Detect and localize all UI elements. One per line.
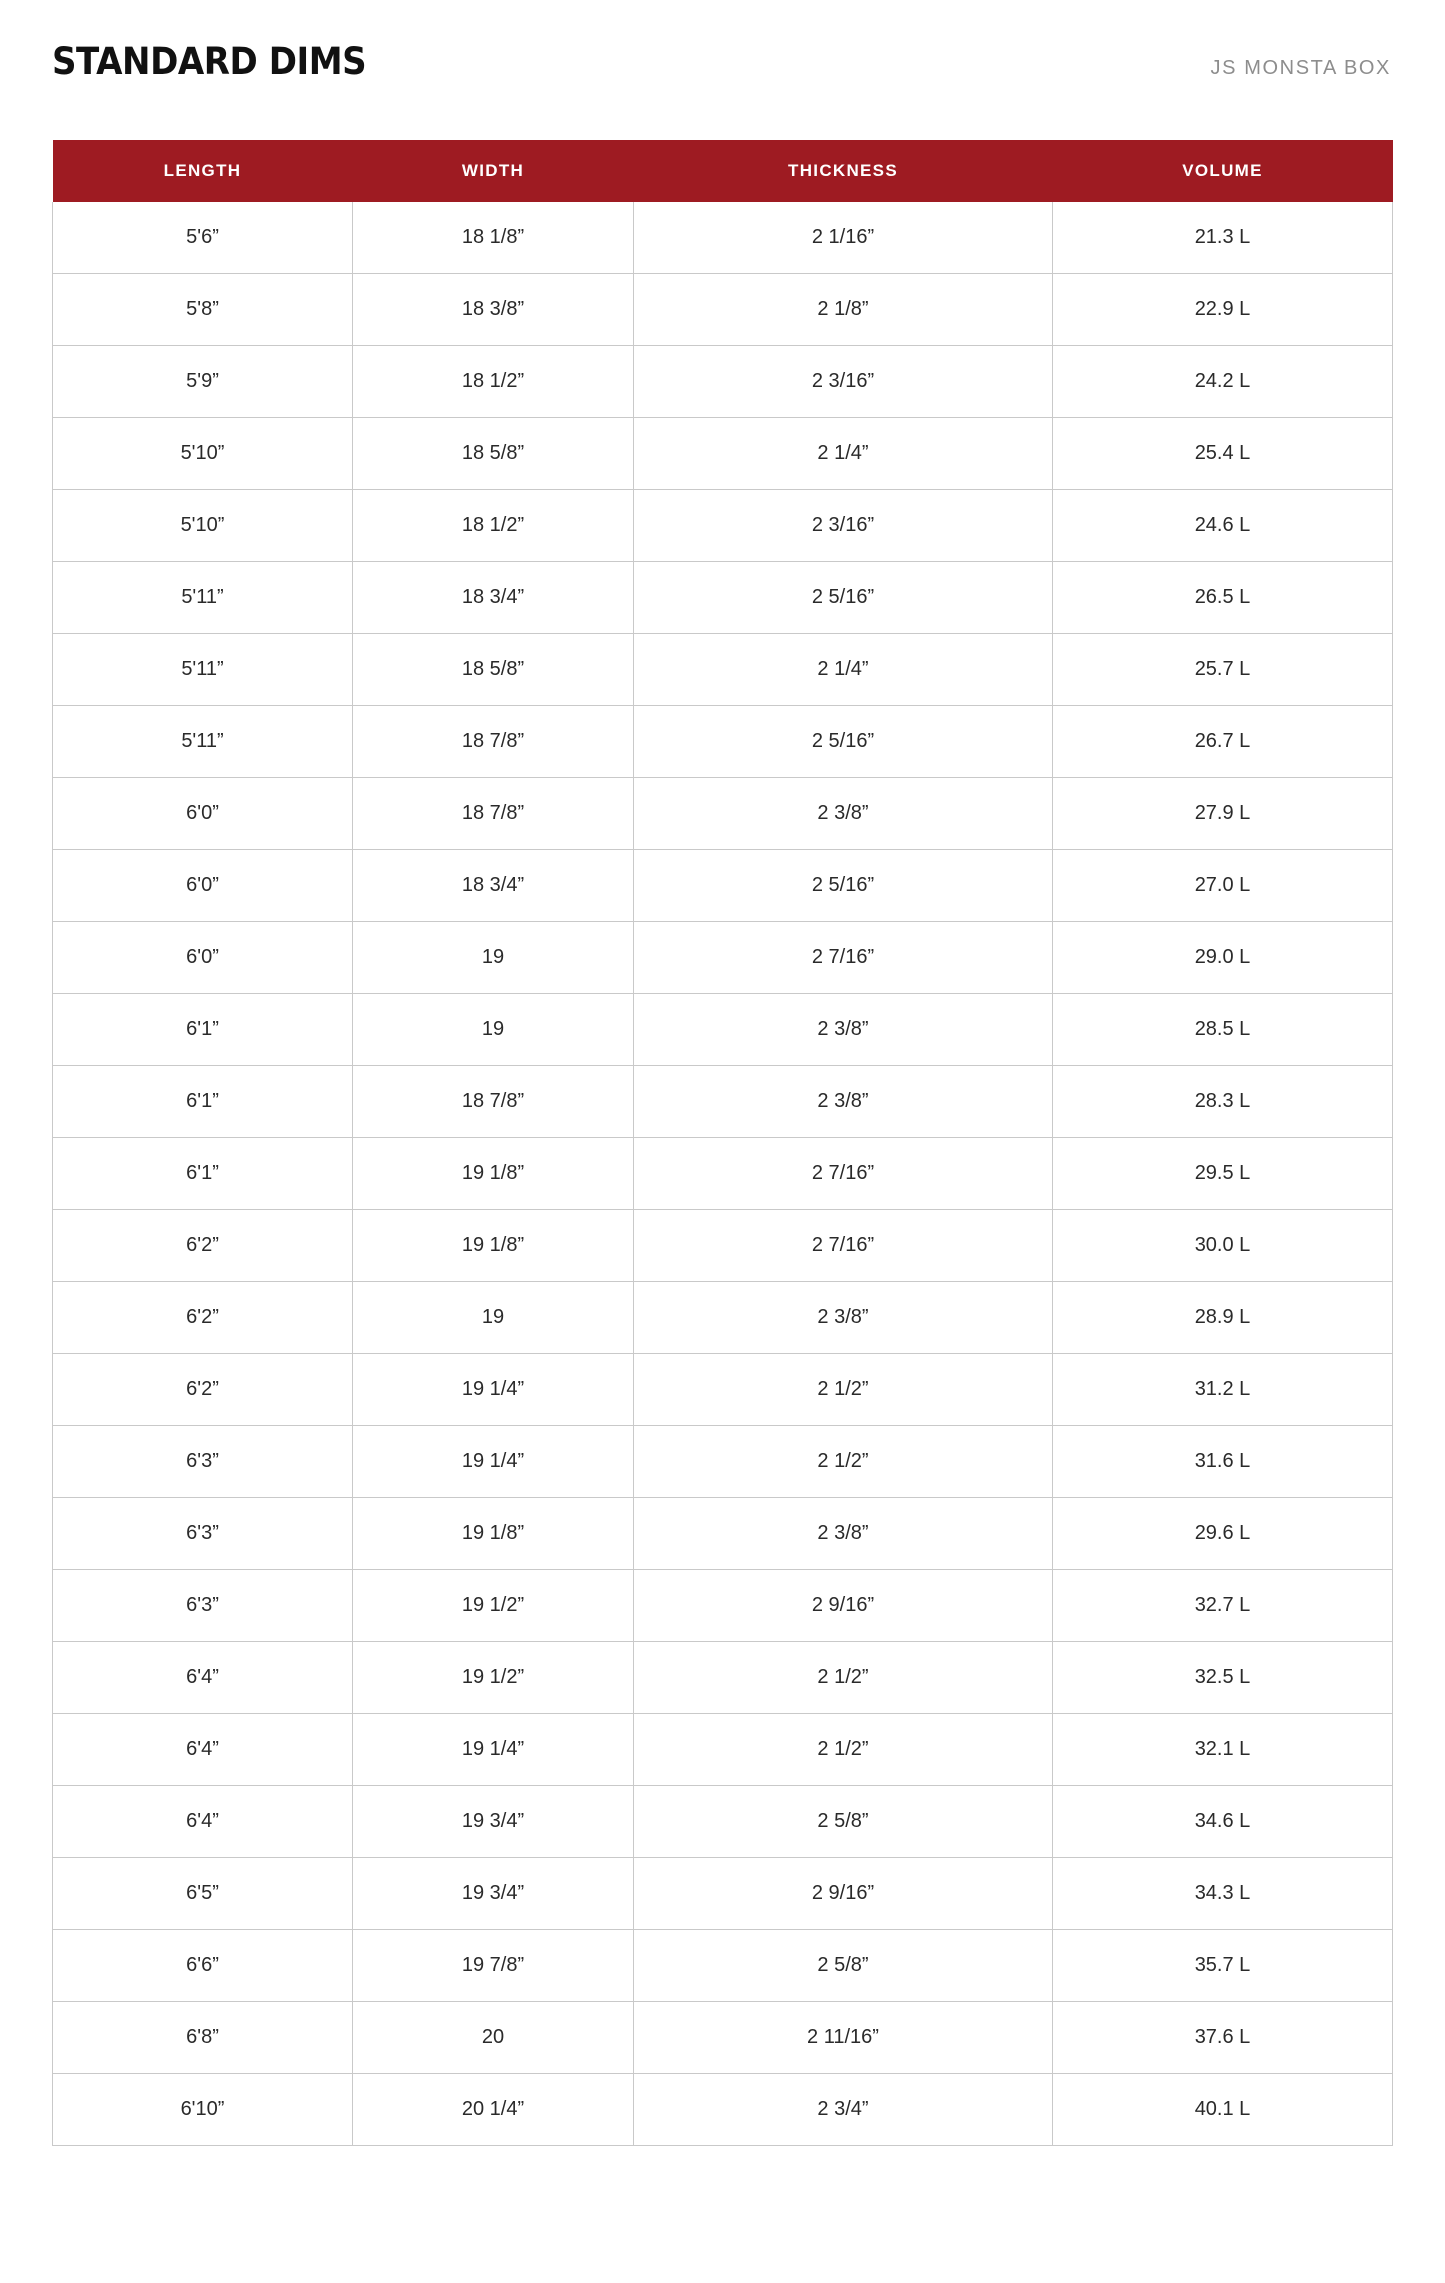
table-row bbox=[53, 1570, 1393, 1642]
table-row bbox=[53, 706, 1393, 778]
table-cell: 18 3/4” bbox=[353, 850, 634, 922]
table-cell: 6'8” bbox=[53, 2002, 353, 2074]
table-cell: 6'5” bbox=[53, 1858, 353, 1930]
table-row bbox=[53, 1426, 1393, 1498]
table-cell: 25.7 L bbox=[1053, 634, 1393, 706]
table-cell: 6'6” bbox=[53, 1930, 353, 2002]
table-cell: 2 1/2” bbox=[634, 1642, 1053, 1714]
table-cell: 6'4” bbox=[53, 1786, 353, 1858]
table-cell: 2 1/2” bbox=[634, 1714, 1053, 1786]
table-cell: 19 bbox=[353, 994, 634, 1066]
table-row bbox=[53, 2002, 1393, 2074]
table-cell: 20 1/4” bbox=[353, 2074, 634, 2146]
table-cell: 19 7/8” bbox=[353, 1930, 634, 2002]
table-cell: 2 3/16” bbox=[634, 490, 1053, 562]
table-cell: 6'2” bbox=[53, 1210, 353, 1282]
table-cell: 6'3” bbox=[53, 1498, 353, 1570]
table-row bbox=[53, 1930, 1393, 2002]
table-row bbox=[53, 922, 1393, 994]
table-cell: 5'11” bbox=[53, 562, 353, 634]
table-cell: 20 bbox=[353, 2002, 634, 2074]
table-cell: 18 1/2” bbox=[353, 490, 634, 562]
table-row bbox=[53, 274, 1393, 346]
table-cell: 19 1/2” bbox=[353, 1642, 634, 1714]
table-row bbox=[53, 1642, 1393, 1714]
table-cell: 27.0 L bbox=[1053, 850, 1393, 922]
table-cell: 18 1/8” bbox=[353, 202, 634, 274]
table-cell: 19 bbox=[353, 1282, 634, 1354]
table-row bbox=[53, 490, 1393, 562]
table-cell: 25.4 L bbox=[1053, 418, 1393, 490]
table-cell: 2 3/8” bbox=[634, 1282, 1053, 1354]
table-cell: 2 1/8” bbox=[634, 274, 1053, 346]
column-header-thickness: THICKNESS bbox=[634, 140, 1053, 202]
table-cell: 2 1/2” bbox=[634, 1426, 1053, 1498]
table-cell: 18 5/8” bbox=[353, 418, 634, 490]
table-cell: 31.6 L bbox=[1053, 1426, 1393, 1498]
table-row bbox=[53, 1714, 1393, 1786]
table-row bbox=[53, 562, 1393, 634]
table-row bbox=[53, 1858, 1393, 1930]
table-cell: 5'11” bbox=[53, 634, 353, 706]
table-cell: 6'1” bbox=[53, 1138, 353, 1210]
table-row bbox=[53, 2074, 1393, 2146]
column-header-width: WIDTH bbox=[353, 140, 634, 202]
table-cell: 2 5/8” bbox=[634, 1786, 1053, 1858]
table-cell: 32.5 L bbox=[1053, 1642, 1393, 1714]
table-cell: 2 5/16” bbox=[634, 850, 1053, 922]
table-cell: 31.2 L bbox=[1053, 1354, 1393, 1426]
table-cell: 2 11/16” bbox=[634, 2002, 1053, 2074]
table-row bbox=[53, 1498, 1393, 1570]
table-body bbox=[53, 202, 1393, 2146]
table-cell: 6'1” bbox=[53, 1066, 353, 1138]
table-cell: 2 3/16” bbox=[634, 346, 1053, 418]
table-cell: 18 7/8” bbox=[353, 778, 634, 850]
table-cell: 2 9/16” bbox=[634, 1858, 1053, 1930]
table-row bbox=[53, 1786, 1393, 1858]
table-row bbox=[53, 1210, 1393, 1282]
table-cell: 2 5/8” bbox=[634, 1930, 1053, 2002]
table-cell: 6'0” bbox=[53, 922, 353, 994]
model-name: JS MONSTA BOX bbox=[1210, 57, 1391, 79]
table-cell: 2 3/8” bbox=[634, 1066, 1053, 1138]
table-cell: 32.1 L bbox=[1053, 1714, 1393, 1786]
table-cell: 19 3/4” bbox=[353, 1786, 634, 1858]
table-cell: 5'9” bbox=[53, 346, 353, 418]
table-cell: 2 1/16” bbox=[634, 202, 1053, 274]
table-cell: 5'10” bbox=[53, 490, 353, 562]
table-cell: 19 1/8” bbox=[353, 1138, 634, 1210]
table-row bbox=[53, 1282, 1393, 1354]
table-cell: 35.7 L bbox=[1053, 1930, 1393, 2002]
table-cell: 6'2” bbox=[53, 1282, 353, 1354]
table-cell: 2 5/16” bbox=[634, 706, 1053, 778]
table-row bbox=[53, 634, 1393, 706]
table-cell: 21.3 L bbox=[1053, 202, 1393, 274]
table-row bbox=[53, 1354, 1393, 1426]
table-cell: 27.9 L bbox=[1053, 778, 1393, 850]
table-cell: 37.6 L bbox=[1053, 2002, 1393, 2074]
table-cell: 19 1/8” bbox=[353, 1498, 634, 1570]
table-cell: 2 9/16” bbox=[634, 1570, 1053, 1642]
table-cell: 19 1/4” bbox=[353, 1714, 634, 1786]
table-cell: 6'3” bbox=[53, 1570, 353, 1642]
table-row bbox=[53, 994, 1393, 1066]
table-cell: 2 3/4” bbox=[634, 2074, 1053, 2146]
table-row bbox=[53, 418, 1393, 490]
table-cell: 2 1/4” bbox=[634, 634, 1053, 706]
table-cell: 6'3” bbox=[53, 1426, 353, 1498]
table-cell: 5'8” bbox=[53, 274, 353, 346]
table-row bbox=[53, 1066, 1393, 1138]
table-cell: 2 5/16” bbox=[634, 562, 1053, 634]
table-cell: 28.9 L bbox=[1053, 1282, 1393, 1354]
table-cell: 6'0” bbox=[53, 850, 353, 922]
table-cell: 5'6” bbox=[53, 202, 353, 274]
table-cell: 30.0 L bbox=[1053, 1210, 1393, 1282]
table-cell: 19 1/4” bbox=[353, 1426, 634, 1498]
table-row bbox=[53, 346, 1393, 418]
table-cell: 19 1/8” bbox=[353, 1210, 634, 1282]
table-cell: 2 3/8” bbox=[634, 1498, 1053, 1570]
table-cell: 29.0 L bbox=[1053, 922, 1393, 994]
table-cell: 18 7/8” bbox=[353, 706, 634, 778]
table-cell: 26.5 L bbox=[1053, 562, 1393, 634]
column-header-length: LENGTH bbox=[53, 140, 353, 202]
table-cell: 6'4” bbox=[53, 1714, 353, 1786]
page-header bbox=[52, 0, 1393, 83]
table-cell: 24.6 L bbox=[1053, 490, 1393, 562]
table-cell: 2 7/16” bbox=[634, 1210, 1053, 1282]
table-cell: 2 1/2” bbox=[634, 1354, 1053, 1426]
table-cell: 6'1” bbox=[53, 994, 353, 1066]
table-cell: 5'11” bbox=[53, 706, 353, 778]
table-cell: 34.3 L bbox=[1053, 1858, 1393, 1930]
table-cell: 18 3/8” bbox=[353, 274, 634, 346]
table-cell: 19 3/4” bbox=[353, 1858, 634, 1930]
table-cell: 6'0” bbox=[53, 778, 353, 850]
table-row bbox=[53, 850, 1393, 922]
dimensions-table-container bbox=[52, 140, 1393, 2146]
table-cell: 24.2 L bbox=[1053, 346, 1393, 418]
table-cell: 18 7/8” bbox=[353, 1066, 634, 1138]
table-cell: 2 7/16” bbox=[634, 922, 1053, 994]
table-row bbox=[53, 202, 1393, 274]
table-cell: 6'2” bbox=[53, 1354, 353, 1426]
table-header-row bbox=[53, 140, 1393, 202]
table-cell: 32.7 L bbox=[1053, 1570, 1393, 1642]
dimensions-table bbox=[52, 140, 1393, 2146]
table-cell: 5'10” bbox=[53, 418, 353, 490]
table-cell: 18 3/4” bbox=[353, 562, 634, 634]
table-cell: 29.5 L bbox=[1053, 1138, 1393, 1210]
table-cell: 6'4” bbox=[53, 1642, 353, 1714]
table-cell: 2 7/16” bbox=[634, 1138, 1053, 1210]
table-cell: 2 1/4” bbox=[634, 418, 1053, 490]
table-cell: 19 1/4” bbox=[353, 1354, 634, 1426]
table-cell: 19 bbox=[353, 922, 634, 994]
table-cell: 29.6 L bbox=[1053, 1498, 1393, 1570]
table-row bbox=[53, 1138, 1393, 1210]
table-cell: 19 1/2” bbox=[353, 1570, 634, 1642]
column-header-volume: VOLUME bbox=[1053, 140, 1393, 202]
table-cell: 18 1/2” bbox=[353, 346, 634, 418]
table-cell: 2 3/8” bbox=[634, 994, 1053, 1066]
table-cell: 28.3 L bbox=[1053, 1066, 1393, 1138]
table-cell: 2 3/8” bbox=[634, 778, 1053, 850]
table-cell: 40.1 L bbox=[1053, 2074, 1393, 2146]
table-row bbox=[53, 778, 1393, 850]
table-cell: 34.6 L bbox=[1053, 1786, 1393, 1858]
page-title: STANDARD DIMS bbox=[52, 40, 367, 83]
table-cell: 28.5 L bbox=[1053, 994, 1393, 1066]
table-cell: 6'10” bbox=[53, 2074, 353, 2146]
table-cell: 18 5/8” bbox=[353, 634, 634, 706]
table-cell: 22.9 L bbox=[1053, 274, 1393, 346]
table-cell: 26.7 L bbox=[1053, 706, 1393, 778]
